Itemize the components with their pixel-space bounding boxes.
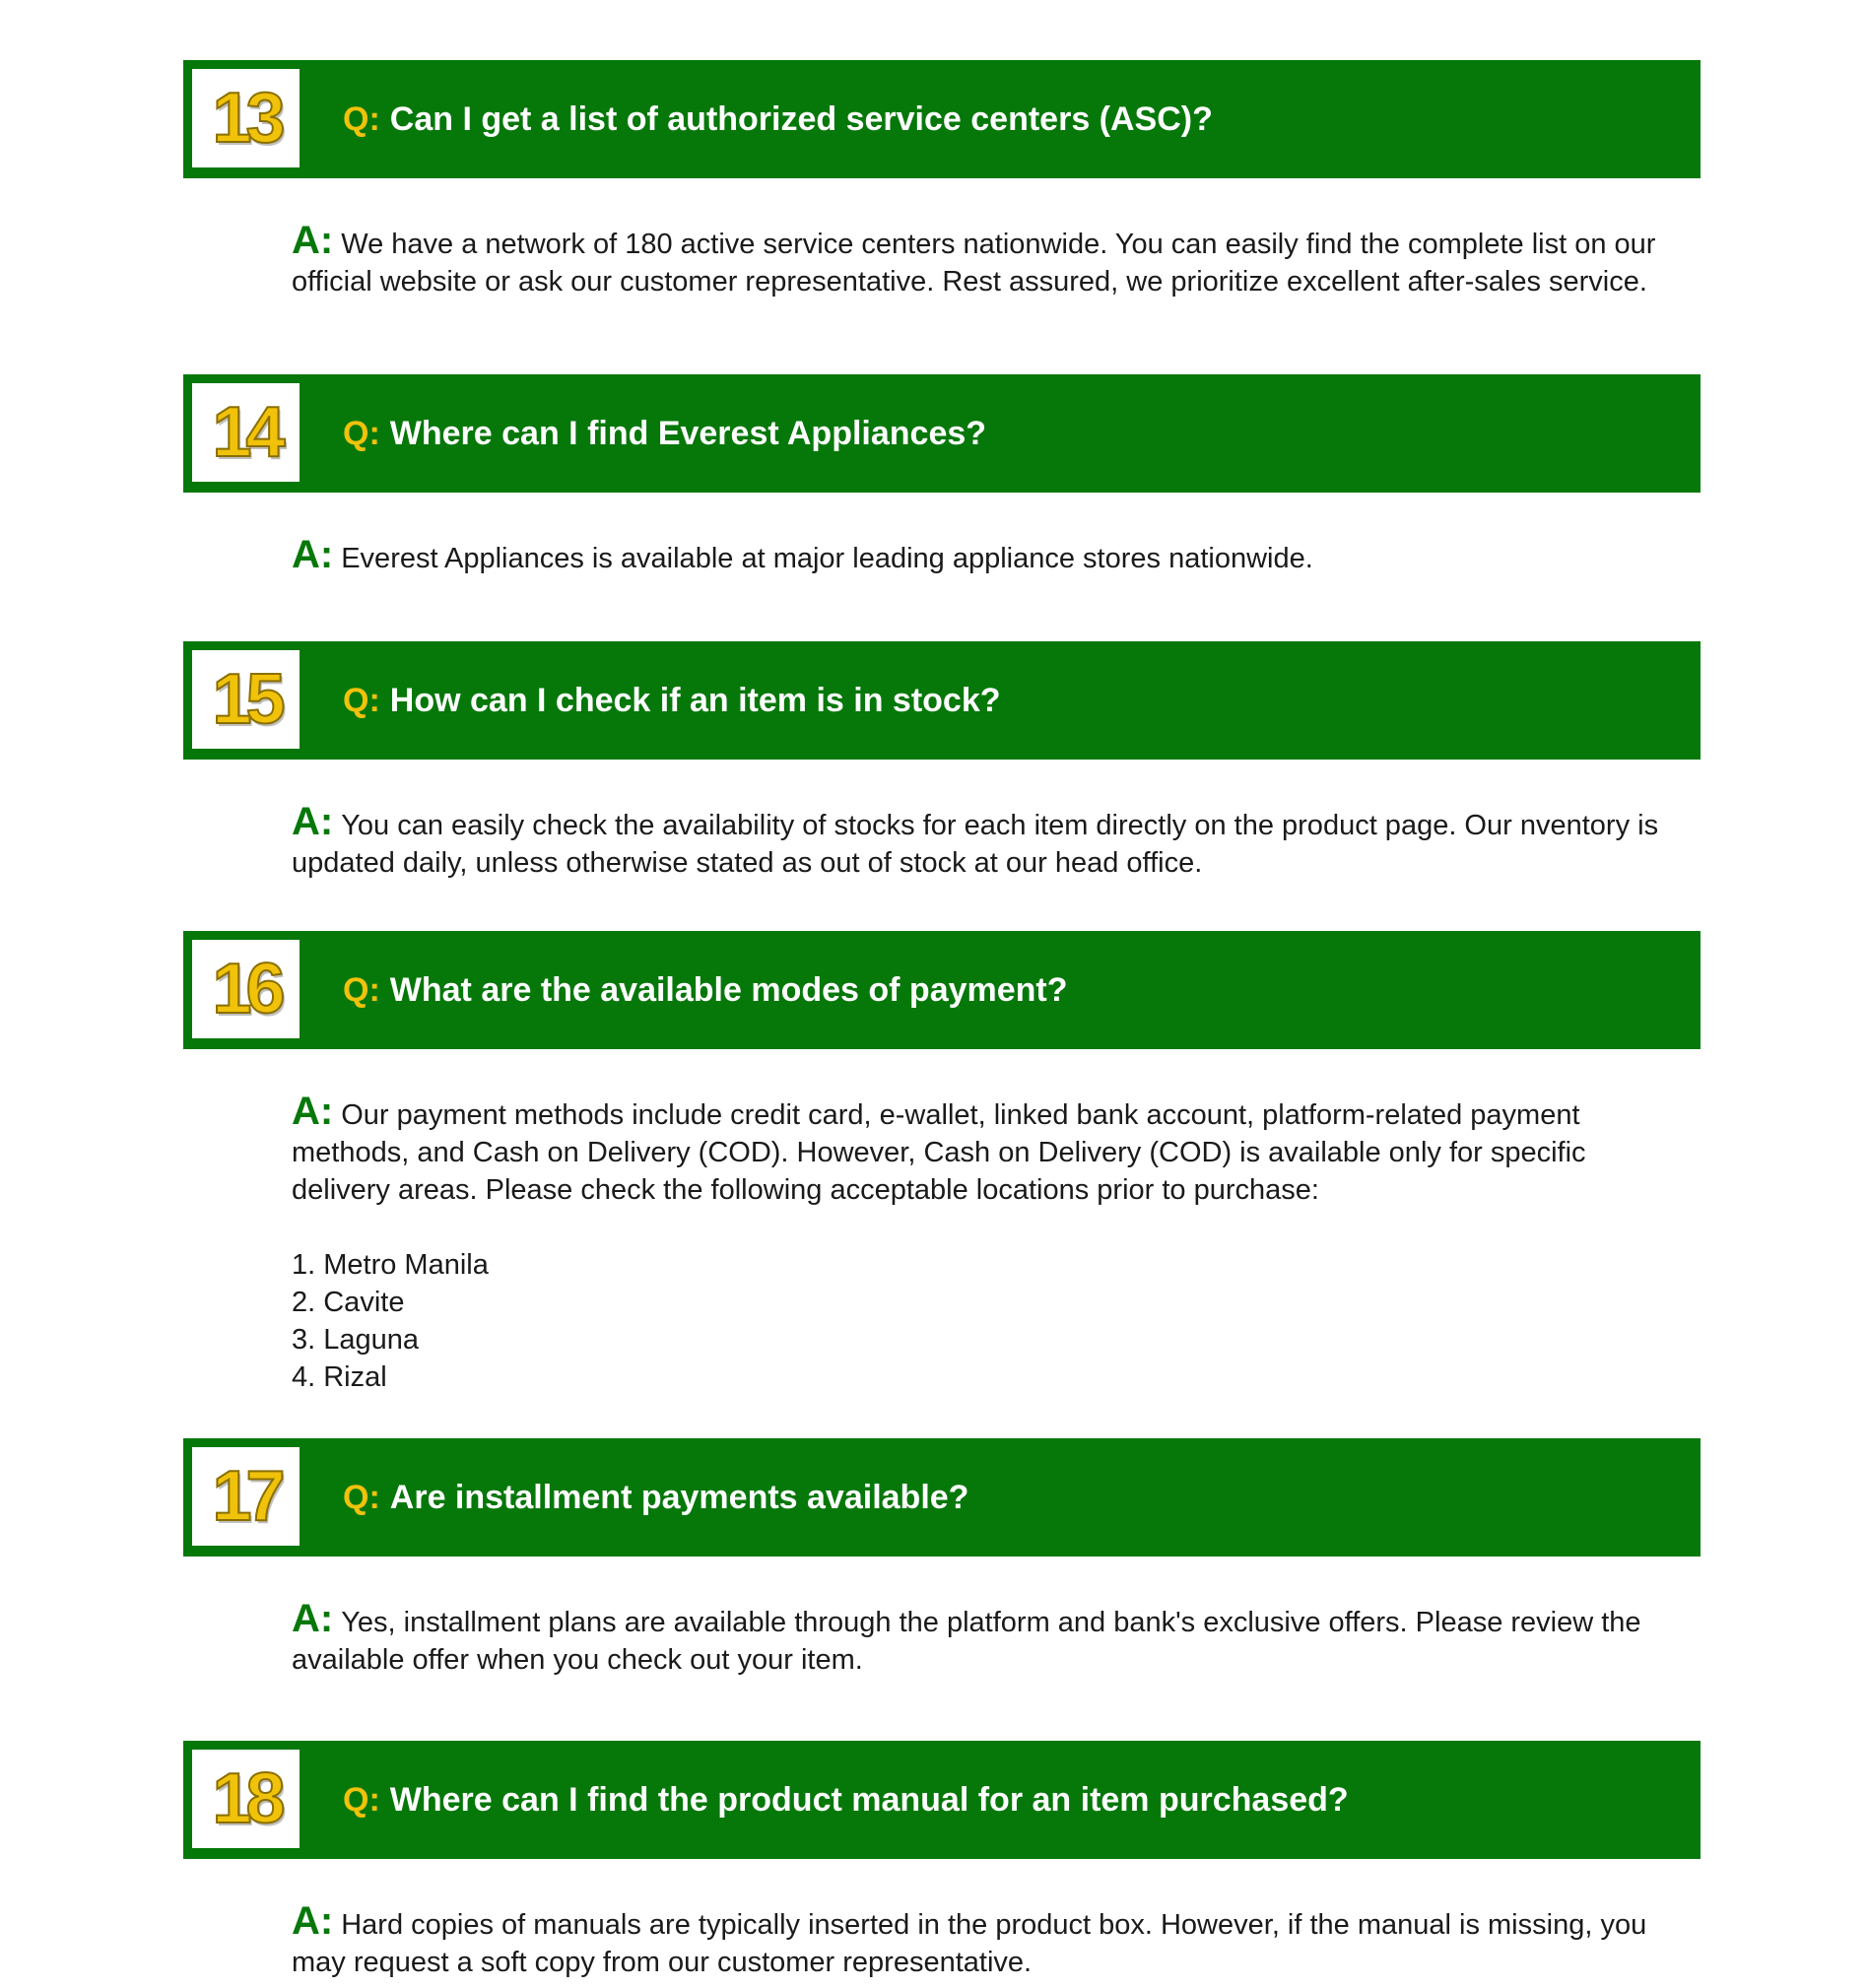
- faq-16-header: [183, 931, 1701, 1049]
- faq-13-answer: [292, 219, 1691, 300]
- answer-text: You can easily check the availability of stocks for each item directly on the product page. Our nventory is updated daily, unless otherwise stated as out of stock at our head office.: [292, 810, 1659, 879]
- answer-text: We have a network of 180 active service centers nationwide. You can easily find the complete list on our official website or ask our customer representative. Rest assured, we prioritize excellent after-sales service.: [292, 229, 1656, 298]
- faq-question: [343, 1741, 1349, 1859]
- answer-prefix: A:: [292, 800, 334, 843]
- answer-text: Hard copies of manuals are typically inserted in the product box. However, if the manual is missing, you may request a soft copy from our customer representative.: [292, 1909, 1647, 1978]
- question-prefix: Q:: [343, 970, 380, 1009]
- list-item: 4. Rizal: [292, 1361, 387, 1393]
- faq-number: 15: [212, 660, 280, 739]
- answer-prefix: A:: [292, 1090, 334, 1133]
- question-text: Can I get a list of authorized service centers (ASC)?: [389, 99, 1213, 138]
- list-item: 2. Cavite: [292, 1287, 405, 1318]
- answer-prefix: A:: [292, 1597, 334, 1640]
- faq-question: [343, 931, 1068, 1049]
- question-text: Are installment payments available?: [389, 1478, 969, 1516]
- faq-17-answer: [292, 1597, 1691, 1679]
- faq-question: [343, 374, 986, 493]
- faq-question: [343, 60, 1213, 178]
- faq-number-badge: [192, 650, 300, 749]
- answer-text: Our payment methods include credit card, e-wallet, linked bank account, platform-related payment methods, and Cash on Delivery (COD). However, Cash on Delivery (COD) is available only for specific delivery areas. Please check the following acceptable locations prior to purchase:: [292, 1099, 1586, 1206]
- faq-number-badge: [192, 1750, 300, 1848]
- faq-16-answer: [292, 1090, 1691, 1396]
- faq-15-answer: [292, 800, 1691, 882]
- faq-18-header: [183, 1741, 1701, 1859]
- question-prefix: Q:: [343, 681, 380, 719]
- question-text: Where can I find Everest Appliances?: [389, 414, 987, 452]
- faq-13-header: [183, 60, 1701, 178]
- list-item: 3. Laguna: [292, 1324, 420, 1356]
- cod-locations-list: [292, 1246, 1691, 1396]
- answer-prefix: A:: [292, 1899, 334, 1943]
- answer-prefix: A:: [292, 533, 334, 576]
- answer-prefix: A:: [292, 219, 334, 262]
- faq-number-badge: [192, 383, 300, 482]
- question-text: Where can I find the product manual for an item purchased?: [389, 1780, 1349, 1819]
- faq-17-header: [183, 1438, 1701, 1557]
- faq-number-badge: [192, 1447, 300, 1546]
- faq-number: 14: [212, 393, 280, 472]
- faq-14-answer: [292, 533, 1691, 577]
- question-prefix: Q:: [343, 99, 380, 138]
- faq-number: 18: [212, 1759, 280, 1838]
- question-prefix: Q:: [343, 1478, 380, 1516]
- faq-15-header: [183, 641, 1701, 760]
- faq-number: 16: [212, 950, 280, 1028]
- list-item: 1. Metro Manila: [292, 1249, 489, 1281]
- answer-text: Yes, installment plans are available through the platform and bank's exclusive offers. Please review the available offer when you check out your item.: [292, 1607, 1641, 1676]
- faq-number: 17: [212, 1457, 280, 1536]
- faq-question: [343, 641, 1001, 760]
- question-text: How can I check if an item is in stock?: [389, 681, 1001, 719]
- question-text: What are the available modes of payment?: [389, 970, 1068, 1009]
- question-prefix: Q:: [343, 414, 380, 452]
- faq-number-badge: [192, 69, 300, 167]
- faq-18-answer: [292, 1899, 1691, 1981]
- faq-number: 13: [212, 79, 280, 158]
- faq-question: [343, 1438, 968, 1557]
- answer-text: Everest Appliances is available at major leading appliance stores nationwide.: [341, 543, 1313, 574]
- question-prefix: Q:: [343, 1780, 380, 1819]
- faq-14-header: [183, 374, 1701, 493]
- faq-number-badge: [192, 940, 300, 1038]
